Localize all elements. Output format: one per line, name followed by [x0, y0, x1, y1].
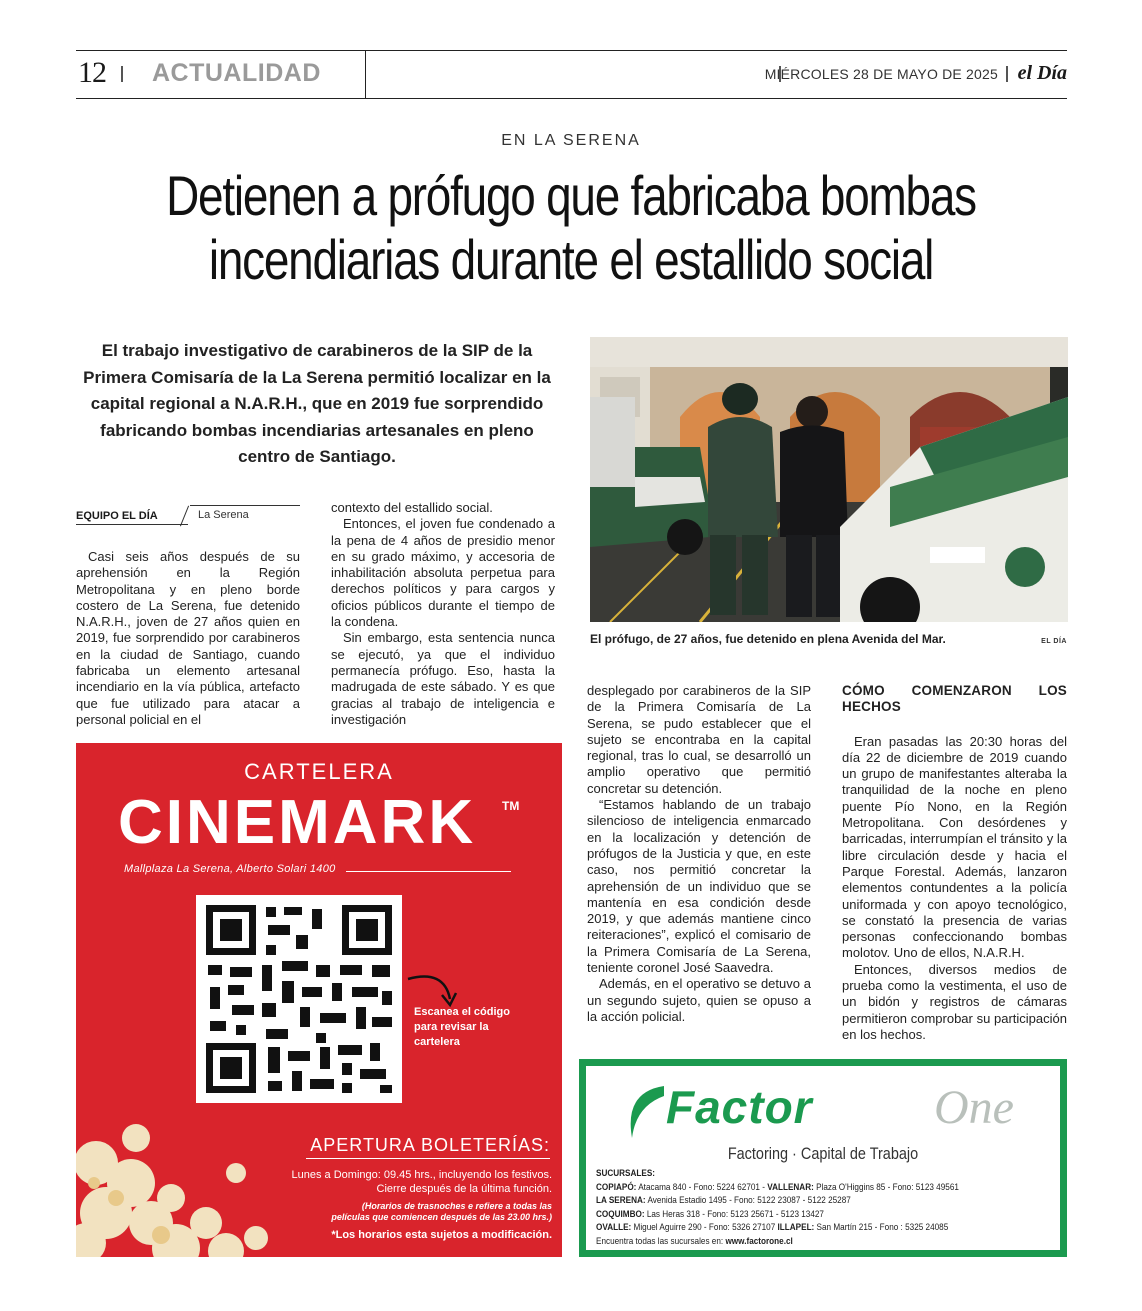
box-office-hours	[292, 1168, 552, 1196]
late-show-note	[331, 1201, 552, 1223]
photo-credit: EL DÍA	[1041, 638, 1067, 645]
schedule-disclaimer: *Los horarios esta sujetos a modificación.	[331, 1229, 552, 1241]
note-line: (Horarios de trasnoches e refiere a todas las	[361, 1201, 552, 1211]
page-number: 12	[78, 56, 106, 89]
branch-city: VALLENAR:	[767, 1181, 814, 1193]
box-office-heading: APERTURA BOLETERÍAS:	[310, 1135, 550, 1155]
cinemark-ad	[76, 743, 562, 1257]
article-headline	[165, 164, 977, 292]
factor-one-swoosh-icon	[614, 1082, 674, 1142]
branch-city: COQUIMBO:	[596, 1208, 645, 1220]
branch-detail: Atacama 840 - Fono: 5224 62701 -	[636, 1181, 768, 1193]
hours-line: Cierre después de la última función.	[376, 1183, 552, 1195]
page-number-separator	[121, 66, 123, 82]
arrest-photo	[590, 337, 1068, 622]
column-3-paragraph-continued: desplegado por carabineros de la SIP de la Primera Comisaría de La Serena, se pudo establecer que el sujeto se encontraba en la capital regional, tras lo cual, se desarrolló un amplio operativo que permitió concretar su detención.	[587, 683, 811, 796]
qr-code[interactable]	[196, 895, 402, 1103]
column-2-paragraph-continued: contexto del estallido social.	[331, 500, 493, 515]
article-column-3	[587, 683, 811, 1025]
address-rule	[346, 871, 511, 872]
column-4-paragraph: Entonces, diversos medios de prueba como la vestimenta, el uso de un bidón y registros de cámaras permitieron comprobar su participación en los hechos.	[842, 961, 1067, 1042]
branch-detail: San Martín 215 - Fono : 5325 24085	[814, 1222, 949, 1233]
qr-code-icon	[196, 895, 402, 1103]
website-line	[596, 1235, 959, 1249]
hours-line: Lunes a Domingo: 09.45 hrs., incluyendo los festivos.	[291, 1169, 552, 1181]
article-column-2	[331, 500, 555, 728]
byline-author: EQUIPO EL DÍA	[76, 510, 158, 522]
column-1-paragraph: Casi seis años después de su aprehensión en la Región Metropolitana y en pleno borde costero de La Serena, fue detenido N.A.R.H., joven de 27 años quien en 2019, fue sorprendido por carabineros en la ciudad de Santiago, cuando fabricaba un elemento artesanal incendiario en la vía pública, artefacto que fue utilizado para atacar a personal policial en el	[76, 549, 300, 727]
branch-line	[596, 1221, 959, 1235]
branches-heading	[596, 1167, 959, 1181]
branch-detail: Las Heras 318 - Fono: 5123 25671 - 5123 13427	[644, 1208, 824, 1220]
branches-label: SUCURSALES:	[596, 1168, 656, 1179]
arrest-photo-illustration	[590, 337, 1068, 622]
byline-underline	[76, 524, 188, 525]
branch-city: ILLAPEL:	[777, 1222, 815, 1233]
headline-line-1: Detienen a prófugo que fabricaba bombas	[166, 164, 976, 227]
header-top-rule	[76, 50, 1067, 51]
header-divider	[365, 50, 366, 99]
branch-city: LA SERENA:	[596, 1195, 646, 1206]
section-title: ACTUALIDAD	[152, 59, 321, 87]
section-subheading: CÓMO COMENZARON LOS HECHOS	[842, 683, 1067, 715]
article-deck: El trabajo investigativo de carabineros de la SIP de la Primera Comisaría de la La Serena permitió localizar en la capital regional a N.A.R.H., que en 2019 fue sorprendido fabricando bombas incendiarias artesanales en pleno centro de Santiago.	[83, 341, 551, 466]
article-column-4	[842, 683, 1067, 1043]
scan-instructions: Escanea el código para revisar la cartelera	[414, 1006, 510, 1048]
branch-city: COPIAPÓ:	[596, 1181, 637, 1193]
branch-line	[596, 1181, 959, 1195]
header-bottom-rule	[76, 98, 1067, 99]
factor-one-panel	[586, 1066, 1060, 1250]
branch-detail: Avenida Estadio 1495 - Fono: 5122 23087 - 5122 25287	[645, 1195, 851, 1206]
cinemark-logo: CINEMARK	[118, 788, 477, 857]
factor-logo-one: One	[934, 1081, 1014, 1134]
logo-separator	[1006, 66, 1008, 82]
factor-logo: Factor	[666, 1081, 813, 1133]
branch-list	[596, 1167, 959, 1248]
website-link[interactable]: www.factorone.cl	[725, 1235, 793, 1247]
website-label: Encuentra todas las sucursales en:	[596, 1235, 726, 1247]
headline-line-2: incendiarias durante el estallido social	[208, 228, 934, 291]
newspaper-logo: el Día	[1017, 62, 1067, 84]
column-2-paragraph: Sin embargo, esta sentencia nunca se ejecutó, ya que el individuo permanecía prófugo. Eso, hasta la madrugada de este sábado. Y es que gracias al trabajo de inteligencia e investigación	[331, 630, 555, 727]
factor-tagline: Factoring · Capital de Trabajo	[727, 1144, 919, 1163]
branch-line	[596, 1194, 959, 1208]
article-kicker: EN LA SERENA	[501, 132, 641, 149]
column-3-paragraph: Además, en el operativo se detuvo a un segundo sujeto, quien se opuso a la acción policial.	[587, 976, 811, 1024]
cartelera-label: CARTELERA	[244, 759, 394, 784]
byline-top-rule	[190, 505, 300, 506]
branch-detail: Plaza O'Higgins 85 - Fono: 5123 49561	[813, 1181, 959, 1193]
factor-one-ad	[579, 1059, 1067, 1257]
column-2-paragraph: Entonces, el joven fue condenado a la pena de 4 años de presidio menor en su grado máximo, y accesoria de inhabilitación absoluta perpetua para derechos políticos y para cargos y oficios públicos durante el tiempo de la condena.	[331, 516, 555, 630]
curved-arrow-icon	[404, 969, 464, 1009]
note-line: películas que comiencen después de las 23.00 hrs.)	[331, 1212, 552, 1222]
cinema-address: Mallplaza La Serena, Alberto Solari 1400	[124, 863, 336, 875]
trademark-mark: TM	[502, 799, 520, 813]
article-column-1	[76, 549, 300, 728]
branch-detail: Miguel Aguirre 290 - Fono: 5326 27107	[631, 1222, 778, 1233]
branch-city: OVALLE:	[596, 1222, 632, 1233]
issue-date: MIÉRCOLES 28 DE MAYO DE 2025	[764, 66, 998, 82]
box-office-rule	[306, 1158, 550, 1159]
column-3-paragraph: “Estamos hablando de un trabajo silencioso de inteligencia enmarcado en la localización y detención de prófugos de la Justicia y que, en este caso, nos permitió concretar la aprehensión de un individuo que se mantenía en esa condición desde 2019, y que además mantiene cinco reiteraciones”, explicó el comisario de la Primera Comisaría de La Serena, teniente coronel José Saavedra.	[587, 797, 811, 976]
byline-location: La Serena	[198, 509, 249, 521]
column-4-paragraph: Eran pasadas las 20:30 horas del día 22 de diciembre de 2019 cuando un grupo de manifestantes alteraba la tranquilidad de la noche en pleno puente Pío Nono, en la Región Metropolitana. Con desórdenes y barricadas, interrumpían el tránsito y la libre circulación desde y hacia el Parque Forestal. Además, lanzaron elementos contundentes a la policía uniformada y con apoyo tecnológico, se constató la presencia de varias personas confeccionando bombas molotov. Uno de ellos, N.A.R.H.	[842, 733, 1067, 961]
branch-line	[596, 1208, 959, 1222]
photo-caption: El prófugo, de 27 años, fue detenido en plena Avenida del Mar.	[590, 632, 946, 646]
